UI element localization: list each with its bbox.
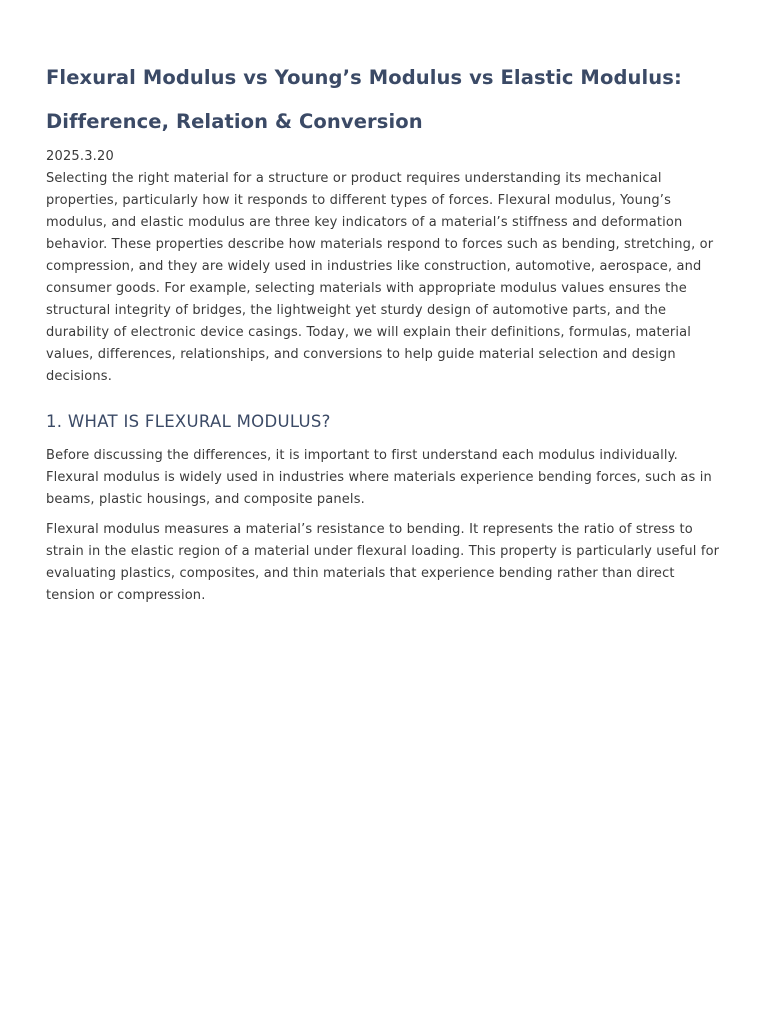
article-title-line-2: Difference, Relation & Conversion [46,110,423,133]
section-paragraph-2: Flexural modulus measures a material’s resistance to bending. It represents the ratio of stress to strain in the elastic region of a material under flexural loading. This property is particularly useful for evaluating plastics, composites, and thin materials that experience bending rather than direct tension or compression. [46,522,720,603]
article-title [46,56,722,144]
section-heading-flexural-modulus: 1. WHAT IS FLEXURAL MODULUS? [46,412,331,431]
intro-paragraph: Selecting the right material for a structure or product requires understanding its mechanical properties, particularly how it responds to different types of forces. Flexural modulus, Young’s modulus, and elastic modulus are three key indicators of a material’s stiffness and deformation behavior. These properties describe how materials respond to forces such as bending, stretching, or compression, and they are widely used in industries like construction, automotive, aerospace, and consumer goods. For example, selecting materials with appropriate modulus values ensures the structural integrity of bridges, the lightweight yet sturdy design of automotive parts, and the durability of electronic device casings. Today, we will explain their definitions, formulas, material values, differences, relationships, and conversions to help guide material selection and design decisions. [46,171,714,384]
article-date: 2025.3.20 [46,149,114,164]
article-title-line-1: Flexural Modulus vs Young’s Modulus vs Elastic Modulus: [46,66,682,89]
section-paragraph-1: Before discussing the differences, it is important to first understand each modulus individually. Flexural modulus is widely used in industries where materials experience bending forces, such as in beams, plastic housings, and composite panels. [46,448,712,507]
